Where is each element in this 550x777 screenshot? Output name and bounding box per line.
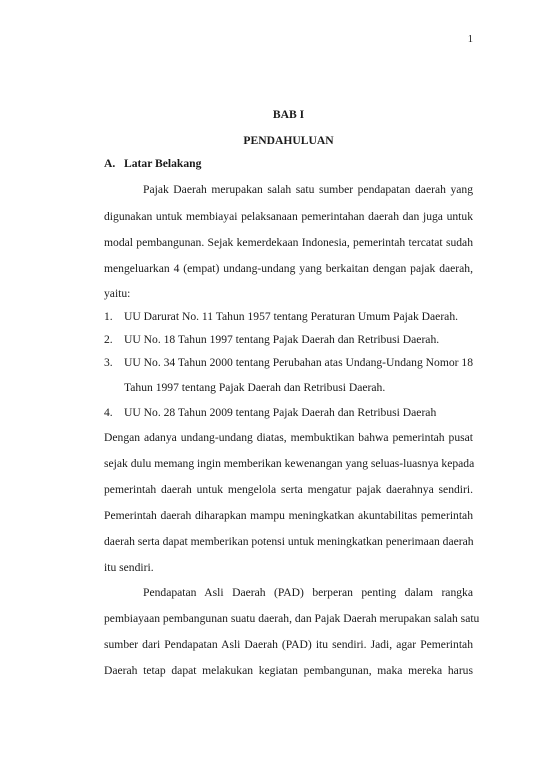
page-number: 1 <box>467 34 473 45</box>
list-text: UU Darurat No. 11 Tahun 1957 tentang Peraturan Umum Pajak Daerah. <box>124 310 459 323</box>
paragraph-line: Pajak Daerah merupakan salah satu sumber pendapatan daerah yang <box>143 183 473 196</box>
paragraph-line: sumber dari Pendapatan Asli Daerah (PAD) itu sendiri. Jadi, agar Pemerintah <box>104 638 473 651</box>
law-list-item <box>104 406 473 420</box>
paragraph-line: sejak dulu memang ingin memberikan kewenangan yang seluas-luasnya kepada <box>104 457 475 470</box>
paragraph-line: Daerah tetap dapat melakukan kegiatan pembangunan, maka mereka harus <box>104 664 473 677</box>
paragraph-line: digunakan untuk membiayai pelaksanaan pemerintahan daerah dan juga untuk <box>104 210 473 223</box>
chapter-title: PENDAHULUAN <box>243 134 334 147</box>
law-list-item-continued: Tahun 1997 tentang Pajak Daerah dan Retribusi Daerah. <box>124 381 386 394</box>
law-list-item <box>104 356 473 370</box>
paragraph-line: itu sendiri. <box>104 561 154 574</box>
list-text: UU No. 18 Tahun 1997 tentang Pajak Daerah dan Retribusi Daerah. <box>124 333 440 346</box>
law-list-item <box>104 310 473 324</box>
section-heading <box>104 157 473 171</box>
list-number: 1. <box>104 310 113 323</box>
paragraph-line: yaitu: <box>104 287 131 300</box>
paragraph-line: pembiayaan pembangunan suatu daerah, dan Pajak Daerah merupakan salah satu <box>104 612 480 625</box>
chapter-heading: BAB I <box>272 108 305 121</box>
list-text: UU No. 28 Tahun 2009 tentang Pajak Daerah dan Retribusi Daerah <box>124 406 437 419</box>
paragraph-line: mengeluarkan 4 (empat) undang-undang yang berkaitan dengan pajak daerah, <box>104 262 473 275</box>
paragraph-line: Pemerintah daerah diharapkan mampu meningkatkan akuntabilitas pemerintah <box>104 509 473 522</box>
list-number: 2. <box>104 333 113 346</box>
section-title: Latar Belakang <box>124 157 202 170</box>
law-list-item <box>104 333 473 347</box>
paragraph-line: pemerintah daerah untuk mengelola serta mengatur pajak daerahnya sendiri. <box>104 483 473 496</box>
list-number: 4. <box>104 406 113 419</box>
list-text: UU No. 34 Tahun 2000 tentang Perubahan atas Undang-Undang Nomor 18 <box>124 356 473 369</box>
paragraph-line: Pendapatan Asli Daerah (PAD) berperan penting dalam rangka <box>143 586 473 599</box>
paragraph-line: daerah serta dapat memberikan potensi untuk meningkatkan penerimaan daerah <box>104 535 474 548</box>
list-number: 3. <box>104 356 113 369</box>
section-number: A. <box>104 157 116 170</box>
paragraph-line: modal pembangunan. Sejak kemerdekaan Indonesia, pemerintah tercatat sudah <box>104 236 473 249</box>
paragraph-line: Dengan adanya undang-undang diatas, membuktikan bahwa pemerintah pusat <box>104 431 473 444</box>
